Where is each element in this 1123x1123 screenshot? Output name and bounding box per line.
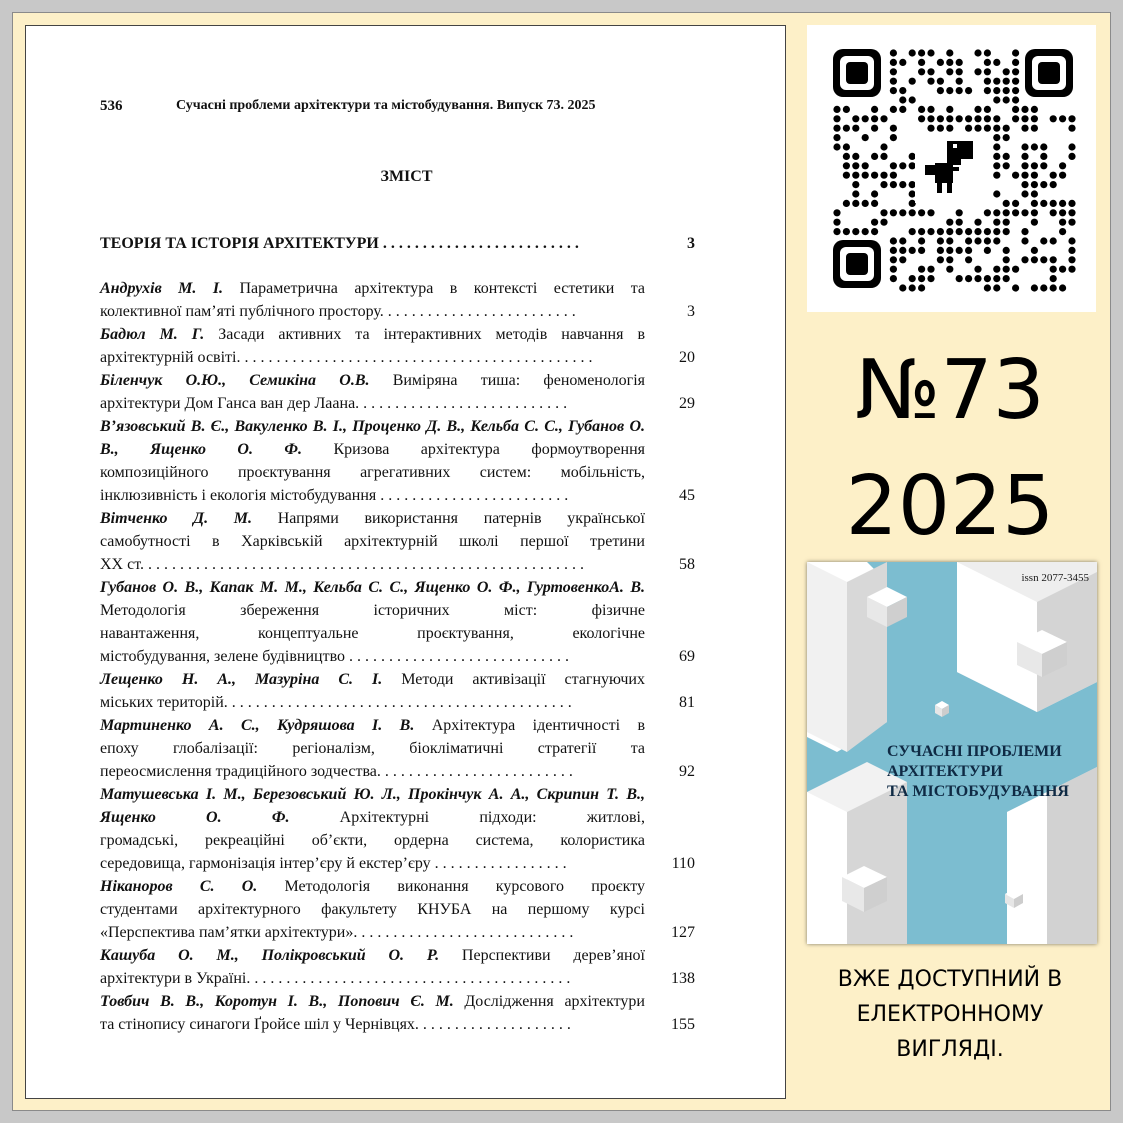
toc-entry-line: навантаження, концептуальне проєктування, екологічне bbox=[100, 625, 645, 642]
toc-entry bbox=[100, 714, 695, 783]
toc-entry-authors: Лещенко Н. А., Мазуріна С. І. bbox=[100, 671, 383, 688]
dino-icon bbox=[915, 133, 985, 203]
toc-entry-authors: Вітченко Д. М. bbox=[100, 510, 253, 527]
toc-entry bbox=[100, 990, 695, 1036]
toc-entry bbox=[100, 415, 695, 507]
qr-code-graphic bbox=[807, 25, 1096, 312]
contents-page bbox=[25, 25, 786, 1099]
toc-entry-page: 81 bbox=[679, 694, 695, 711]
toc-entry-page: 20 bbox=[679, 349, 695, 366]
toc-entry bbox=[100, 668, 695, 714]
cube-left-column bbox=[807, 562, 887, 752]
toc-entry-page: 92 bbox=[679, 763, 695, 780]
toc-entry-authors: Товбич В. В., Коротун І. В., Попович Є. М. bbox=[100, 993, 454, 1010]
toc-entry bbox=[100, 875, 695, 944]
cover-issn: issn 2077-3455 bbox=[1021, 572, 1089, 584]
section-page: 3 bbox=[687, 235, 695, 252]
issue-year: 2025 bbox=[845, 459, 1055, 554]
toc-entry-authors: Кашуба О. М., Полікровський О. Р. bbox=[100, 947, 440, 964]
toc-entry-line: «Перспектива пам’ятки архітектури». . . . . . . . . . . . . . . . . . . . . . . . . . . . bbox=[100, 924, 574, 941]
toc-entry-line: середовища, гармонізація інтер’єру й екстер’єру . . . . . . . . . . . . . . . . . bbox=[100, 855, 567, 872]
toc-entry-page: 69 bbox=[679, 648, 695, 665]
cover-title bbox=[887, 742, 1069, 802]
journal-running-title: Сучасні проблеми архітектури та містобудування. Випуск 73. 2025 bbox=[176, 98, 596, 113]
toc-entry-line bbox=[100, 576, 645, 622]
toc-entry-authors: Губанов О. В., Капак М. М., Кельба С. С., Ященко О. Ф., ГуртовенкоА. В. bbox=[100, 579, 645, 596]
toc-entry-authors: Андрухів М. І. bbox=[100, 280, 224, 297]
toc-entry-line bbox=[100, 875, 645, 898]
toc-entry-line bbox=[100, 323, 645, 346]
toc-entry-line bbox=[100, 369, 645, 392]
toc-entry-title: Методологія виконання курсового проєкту bbox=[257, 878, 645, 895]
toc-entry bbox=[100, 277, 695, 323]
qr-code[interactable] bbox=[807, 25, 1096, 312]
toc-entry-line: архітектурній освіті. . . . . . . . . . . . . . . . . . . . . . . . . . . . . . . . . . . . . . . . . . . . . bbox=[100, 349, 593, 366]
section-heading bbox=[100, 232, 695, 255]
toc-entry-line: колективної пам’яті публічного простору. . . . . . . . . . . . . . . . . . . . . . . . . bbox=[100, 303, 576, 320]
toc-entry-title: Методологія збереження історичних міст: фізичне bbox=[100, 602, 645, 619]
availability-note-line-2: ЕЛЕКТРОННОМУ bbox=[856, 1002, 1044, 1027]
toc-entry-title: Перспективи дерев’яної bbox=[439, 947, 645, 964]
qr-finder-bottom-left bbox=[833, 240, 881, 288]
cover-title-line-3: ТА МІСТОБУДУВАННЯ bbox=[887, 783, 1069, 800]
toc-entry-page: 29 bbox=[679, 395, 695, 412]
toc-entry-line: громадські, рекреаційні об’єкти, ордерна система, колористика bbox=[100, 832, 645, 849]
toc-entry-page: 155 bbox=[671, 1016, 695, 1033]
toc-entry-line: композиційного проєктування агрегативних систем: мобільність, bbox=[100, 464, 645, 481]
qr-finder-top-left bbox=[833, 49, 881, 97]
toc-entry-title: Засади активних та інтерактивних методів навчання в bbox=[204, 326, 646, 343]
toc-entry-line bbox=[100, 507, 645, 530]
toc-entry-line: міських територій. . . . . . . . . . . . . . . . . . . . . . . . . . . . . . . . . . . . . . . . . . . . bbox=[100, 694, 572, 711]
cover-title-line-2: АРХІТЕКТУРИ bbox=[887, 763, 1003, 780]
toc-entry-page: 45 bbox=[679, 487, 695, 504]
toc-entry-line bbox=[100, 415, 645, 461]
toc-entry-authors: В’язовський В. Є., Вакуленко В. І., Проценко Д. В., Кельба С. С., Губанов О. В., Ященко О. Ф. bbox=[100, 418, 645, 458]
toc-entry-title: Параметрична архітектура в контексті естетики та bbox=[223, 280, 645, 297]
page-number: 536 bbox=[100, 98, 123, 114]
toc-entry-line bbox=[100, 277, 645, 300]
toc-entry bbox=[100, 576, 695, 668]
qr-finder-top-right bbox=[1025, 49, 1073, 97]
toc-entry-line bbox=[100, 668, 645, 691]
toc-entry-page: 138 bbox=[671, 970, 695, 987]
toc-entry-line: переосмислення традиційного зодчества. . . . . . . . . . . . . . . . . . . . . . . . . bbox=[100, 763, 573, 780]
toc-entry-title: Напрями використання патернів української bbox=[252, 510, 645, 527]
toc-entry-line: містобудування, зелене будівництво . . . . . . . . . . . . . . . . . . . . . . . . . . . . bbox=[100, 648, 570, 665]
toc-entry-line bbox=[100, 944, 645, 967]
toc-entry-page: 127 bbox=[671, 924, 695, 941]
toc-entry-authors: Бадюл М. Г. bbox=[100, 326, 205, 343]
toc-entry-authors: Матушевська І. М., Березовський Ю. Л., Прокінчук А. А., Скрипин Т. В., Ященко О. Ф. bbox=[100, 786, 645, 826]
toc-entry-title: Дослідження архітектури bbox=[453, 993, 645, 1010]
toc-entry-line: архітектури Дом Ганса ван дер Лаана. . . . . . . . . . . . . . . . . . . . . . . . . . . bbox=[100, 395, 568, 412]
toc-entry-page: 3 bbox=[687, 303, 695, 320]
toc-entry bbox=[100, 783, 695, 875]
toc-entry-line: та стінопису синагоги Ґройсе шіл у Чернівцях. . . . . . . . . . . . . . . . . . . . bbox=[100, 1016, 571, 1033]
availability-note bbox=[800, 962, 1100, 1067]
entries-list bbox=[100, 277, 695, 1036]
section-title: ТЕОРІЯ ТА ІСТОРІЯ АРХІТЕКТУРИ . . . . . . . . . . . . . . . . . . . . . . . . . bbox=[100, 235, 579, 252]
toc-entry-line: студентами архітектурного факультету КНУБА на першому курсі bbox=[100, 901, 645, 918]
issue-number: №73 bbox=[855, 343, 1045, 438]
toc-entry-title: Архітектурні підходи: житлові, bbox=[289, 809, 645, 826]
toc-entry-line: інклюзивність і екологія містобудування . . . . . . . . . . . . . . . . . . . . . . . . bbox=[100, 487, 569, 504]
toc-entry-line bbox=[100, 990, 645, 1013]
toc-entry-page: 58 bbox=[679, 556, 695, 573]
toc-entry-authors: Мартиненко А. С., Кудряшова І. В. bbox=[100, 717, 415, 734]
availability-note-line-1: ВЖЕ ДОСТУПНИЙ В bbox=[837, 967, 1063, 992]
toc-entry-page: 110 bbox=[671, 855, 695, 872]
table-of-contents bbox=[100, 232, 695, 1036]
toc-entry-title: Виміряна тиша: феноменологія bbox=[369, 372, 645, 389]
toc-entry-line bbox=[100, 714, 645, 737]
toc-entry-authors: Біленчук О.Ю., Семикіна О.В. bbox=[100, 372, 370, 389]
toc-entry-line: XX ст. . . . . . . . . . . . . . . . . . . . . . . . . . . . . . . . . . . . . . . . . . . . . . . . . . . . . . . . bbox=[100, 556, 584, 573]
toc-entry-title: Методи активізації стагнуючих bbox=[382, 671, 645, 688]
journal-cover[interactable] bbox=[807, 562, 1097, 944]
toc-entry bbox=[100, 944, 695, 990]
toc-entry bbox=[100, 369, 695, 415]
toc-entry-line: епоху глобалізації: регіоналізм, біокліматичні стратегії та bbox=[100, 740, 645, 757]
toc-entry-line: самобутності в Харківській архітектурній школі першої третини bbox=[100, 533, 645, 550]
toc-entry bbox=[100, 507, 695, 576]
toc-entry-authors: Ніканоров С. О. bbox=[100, 878, 258, 895]
toc-entry-line bbox=[100, 783, 645, 829]
contents-title: ЗМІСТ bbox=[380, 168, 433, 185]
toc-entry-line: архітектури в Україні. . . . . . . . . . . . . . . . . . . . . . . . . . . . . . . . . . . . . . . . . bbox=[100, 970, 571, 987]
toc-entry-title: Кризова архітектура формоутворення bbox=[302, 441, 645, 458]
toc-entry-title: Архітектура ідентичності в bbox=[414, 717, 645, 734]
toc-entry bbox=[100, 323, 695, 369]
cover-title-line-1: СУЧАСНІ ПРОБЛЕМИ bbox=[887, 743, 1062, 760]
availability-note-line-3: ВИГЛЯДІ. bbox=[896, 1037, 1004, 1062]
